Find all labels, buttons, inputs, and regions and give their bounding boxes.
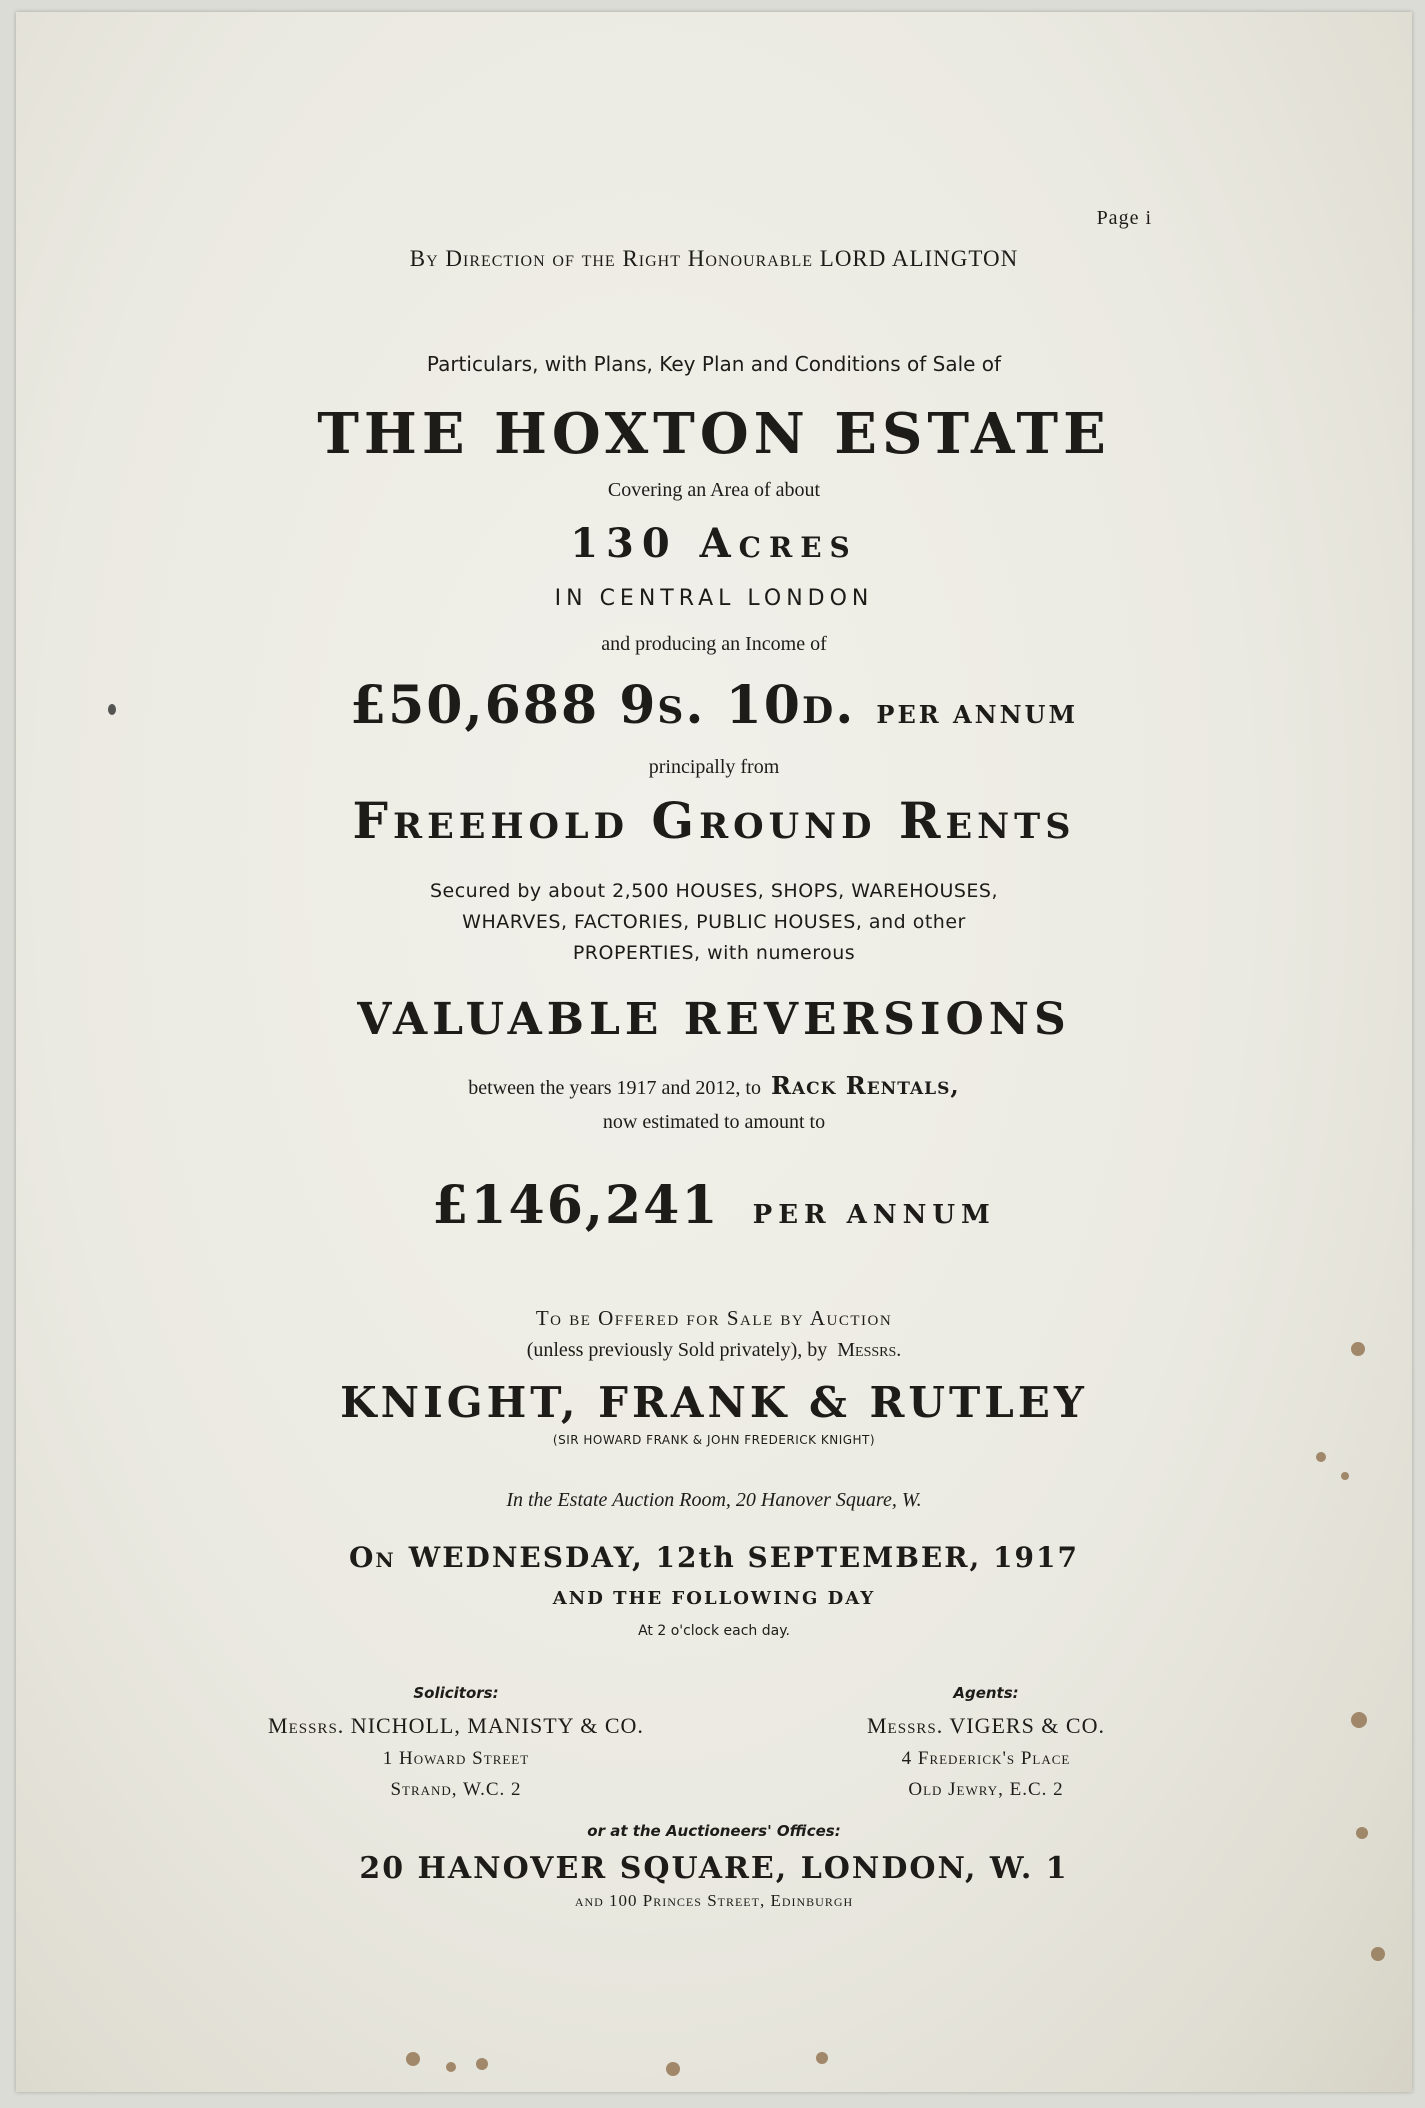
between-text: between the years 1917 and 2012, to — [468, 1077, 761, 1099]
stain — [446, 2062, 456, 2072]
offices-label: or at the Auctioneers' Offices: — [587, 1822, 841, 1840]
agents-firm: Messrs. VIGERS & CO. — [867, 1713, 1105, 1738]
income-amount: £50,688 9s. 10d. — [349, 675, 856, 736]
direction-line: By Direction of the Right Honourable LORD ALINGTON — [409, 246, 1019, 271]
messrs-label: Messrs. — [837, 1339, 902, 1361]
income-suffix: PER ANNUM — [876, 700, 1079, 729]
producing-line: and producing an Income of — [601, 633, 827, 655]
document-page — [16, 12, 1412, 2092]
rack-rentals: Rack Rentals, — [770, 1071, 960, 1100]
stain — [1371, 1947, 1385, 1961]
stain — [1316, 1452, 1326, 1462]
offered-line: To be Offered for Sale by Auction — [535, 1306, 893, 1330]
agents-address-1: 4 Frederick's Place — [901, 1748, 1071, 1769]
income-line — [16, 675, 1412, 736]
page-number: Page i — [1096, 207, 1152, 229]
reversions-heading: VALUABLE REVERSIONS — [357, 994, 1071, 1045]
estimated-amount: £146,241 — [432, 1175, 720, 1236]
agents-heading: Agents: — [953, 1684, 1019, 1702]
stain — [406, 2052, 420, 2066]
edinburgh-line: and 100 Princes Street, Edinburgh — [574, 1891, 854, 1910]
date-prefix: On — [349, 1541, 396, 1574]
agents-block — [786, 1686, 1186, 1799]
solicitors-firm: Messrs. NICHOLL, MANISTY & CO. — [268, 1713, 644, 1738]
unless-line — [16, 1340, 1412, 1360]
unless-text: (unless previously Sold privately), by — [526, 1339, 828, 1361]
secured-line-1: Secured by about 2,500 HOUSES, SHOPS, WAREHOUSES, — [429, 880, 999, 902]
solicitors-address-1: 1 Howard Street — [382, 1748, 530, 1769]
stain — [816, 2052, 828, 2064]
stain — [1351, 1712, 1367, 1728]
solicitors-block — [226, 1686, 686, 1799]
between-line — [16, 1071, 1412, 1100]
rents-heading: Freehold Ground Rents — [352, 791, 1076, 850]
principally-line: principally from — [648, 756, 780, 778]
covering-line: Covering an Area of about — [607, 479, 821, 501]
solicitors-address-2: Strand, W.C. 2 — [390, 1779, 522, 1800]
particulars-line: Particulars, with Plans, Key Plan and Conditions of Sale of — [426, 352, 1002, 376]
agents-address-2: Old Jewry, E.C. 2 — [908, 1779, 1064, 1800]
auctioneers-names: (SIR HOWARD FRANK & JOHN FREDERICK KNIGHT) — [552, 1433, 876, 1447]
stain — [1341, 1472, 1349, 1480]
estimated-line: now estimated to amount to — [602, 1111, 826, 1133]
estimated-suffix: PER ANNUM — [752, 1200, 996, 1230]
time-line: At 2 o'clock each day. — [638, 1623, 790, 1639]
estate-title: THE HOXTON ESTATE — [317, 401, 1111, 467]
secured-line-2: WHARVES, FACTORIES, PUBLIC HOUSES, and other — [462, 911, 966, 933]
estimated-amount-line — [16, 1175, 1412, 1236]
solicitors-heading: Solicitors: — [413, 1684, 499, 1702]
stain — [476, 2058, 488, 2070]
stain — [666, 2062, 680, 2076]
following-day-line: AND THE FOLLOWING DAY — [552, 1588, 876, 1609]
acres-heading: 130 Acres — [570, 520, 858, 567]
venue-line: In the Estate Auction Room, 20 Hanover Square, W. — [506, 1489, 922, 1511]
auction-date: WEDNESDAY, 12th SEPTEMBER, 1917 — [408, 1541, 1079, 1574]
date-line — [16, 1541, 1412, 1574]
location-line: IN CENTRAL LONDON — [554, 586, 874, 611]
offices-address: 20 HANOVER SQUARE, LONDON, W. 1 — [359, 1851, 1069, 1886]
auctioneers-heading: KNIGHT, FRANK & RUTLEY — [340, 1378, 1088, 1427]
secured-line-3: PROPERTIES, with numerous — [572, 942, 856, 964]
